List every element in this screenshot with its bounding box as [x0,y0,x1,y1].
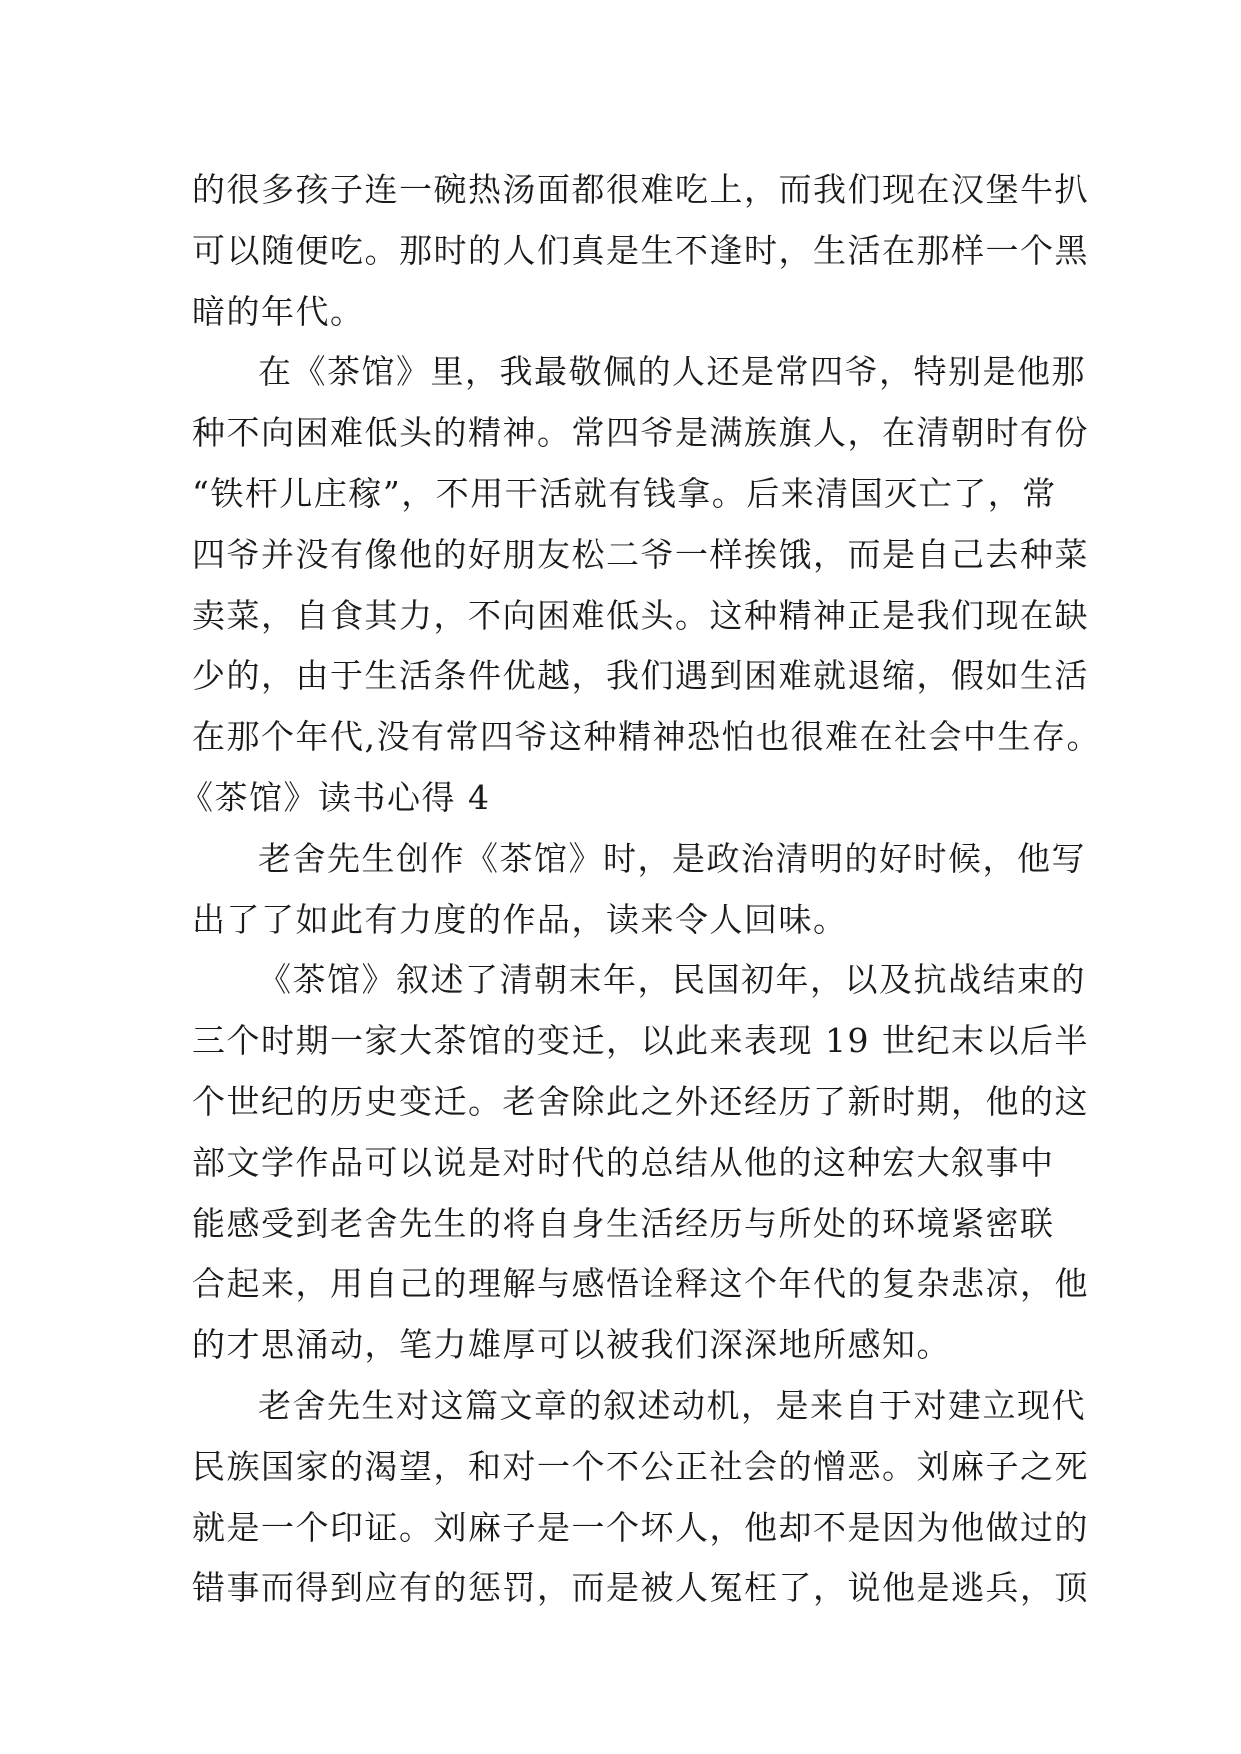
text-line: 民族国家的渴望，和对一个不公正社会的憎恶。刘麻子之死 [192,1446,1089,1486]
text-line: 部文学作品可以说是对时代的总结从他的这种宏大叙事中 [192,1142,1055,1182]
section-heading [180,768,1052,829]
text-line: 四爷并没有像他的好朋友松二爷一样挨饿，而是自己去种菜 [192,534,1089,574]
heading-text: 《茶馆》读书心得 4 [180,777,491,817]
text-line: 的很多孩子连一碗热汤面都很难吃上，而我们现在汉堡牛扒 [192,170,1089,209]
paragraph [192,1376,1089,1619]
text-line: 的才思涌动，笔力雄厚可以被我们深深地所感知。 [192,1325,951,1365]
paragraph [192,829,1086,951]
text-line: 种不向困难低头的精神。常四爷是满族旗人，在清朝时有份 [192,413,1089,453]
text-line: 就是一个印证。刘麻子是一个坏人，他却不是因为他做过的 [192,1507,1089,1547]
text-line: 在那个年代,没有常四爷这种精神恐怕也很难在社会中生存。 [192,717,1101,757]
paragraph [192,160,1089,342]
text-line: 老舍先生对这篇文章的叙述动机，是来自于对建立现代 [258,1385,1086,1425]
text-line: “铁杆儿庄稼”，不用干活就有钱拿。后来清国灭亡了，常 [192,473,1057,513]
text-line: 卖菜，自食其力，不向困难低头。这种精神正是我们现在缺 [192,595,1089,635]
text-line: 出了了如此有力度的作品，读来令人回味。 [192,899,848,939]
text-line: 个世纪的历史变迁。老舍除此之外还经历了新时期，他的这 [192,1081,1089,1121]
text-line: 错事而得到应有的惩罚，而是被人冤枉了，说他是逃兵，顶 [192,1568,1089,1608]
text-line: 老舍先生创作《茶馆》时，是政治清明的好时候，他写 [258,838,1086,878]
text-line: 《茶馆》叙述了清朝末年，民国初年，以及抗战结束的 [258,960,1086,1000]
text-line: 少的，由于生活条件优越，我们遇到困难就退缩，假如生活 [192,656,1089,696]
text-line: 在《茶馆》里，我最敬佩的人还是常四爷，特别是他那 [258,352,1086,392]
text-line: 可以随便吃。那时的人们真是生不逢时，生活在那样一个黑 [192,230,1089,270]
text-line: 能感受到老舍先生的将自身生活经历与所处的环境紧密联 [192,1203,1055,1243]
paragraph [192,950,1089,1376]
text-line: 合起来，用自己的理解与感悟诠释这个年代的复杂悲凉，他 [192,1264,1089,1304]
document-body [180,160,1101,1619]
paragraph [192,342,1101,768]
text-line: 三个时期一家大茶馆的变迁，以此来表现 19 世纪末以后半 [192,1021,1089,1061]
text-line: 暗的年代。 [192,291,365,331]
